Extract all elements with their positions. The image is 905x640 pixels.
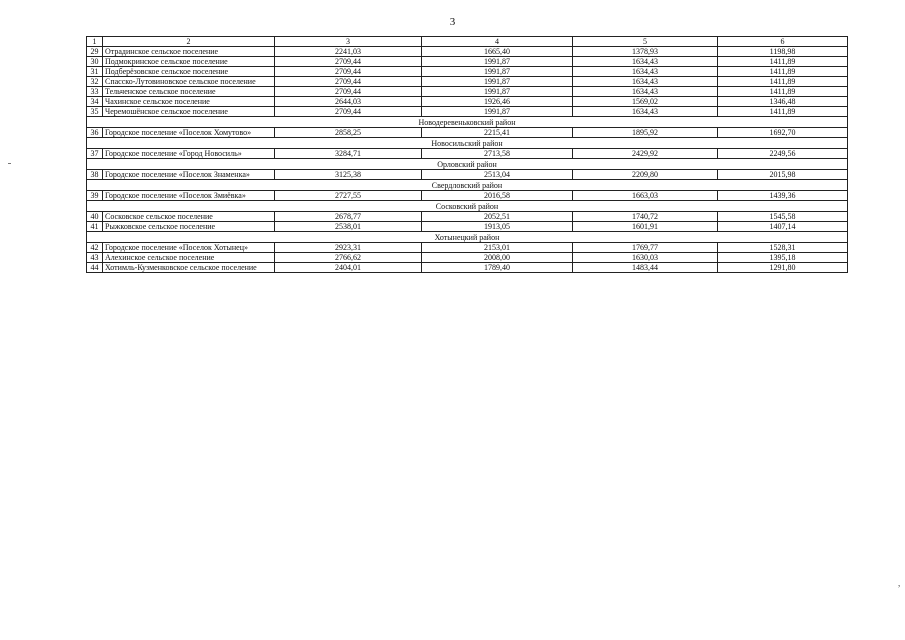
header-cell: 3: [275, 37, 422, 47]
value-col-6: 1545,58: [718, 212, 848, 222]
district-name: Хотынецкий район: [87, 232, 848, 243]
value-col-5: 1663,03: [573, 191, 718, 201]
row-number: 33: [87, 87, 103, 97]
value-col-3: 2766,62: [275, 253, 422, 263]
value-col-3: 2709,44: [275, 77, 422, 87]
value-col-4: 1991,87: [422, 67, 573, 77]
settlement-name: Отрадинское сельское поселение: [103, 47, 275, 57]
value-col-5: 1483,44: [573, 263, 718, 273]
value-col-4: 1926,46: [422, 97, 573, 107]
row-number: 31: [87, 67, 103, 77]
table-row: [87, 128, 848, 138]
value-col-5: 1634,43: [573, 77, 718, 87]
table-row: [87, 67, 848, 77]
table-row: [87, 87, 848, 97]
value-col-3: 2923,31: [275, 243, 422, 253]
value-col-6: 1439,36: [718, 191, 848, 201]
page-number: 3: [449, 16, 456, 28]
header-row: [87, 37, 848, 47]
value-col-4: 2513,04: [422, 170, 573, 180]
value-col-6: 1411,89: [718, 67, 848, 77]
value-col-6: 1395,18: [718, 253, 848, 263]
value-col-4: 2052,51: [422, 212, 573, 222]
value-col-5: 1634,43: [573, 87, 718, 97]
row-number: 29: [87, 47, 103, 57]
row-number: 40: [87, 212, 103, 222]
settlement-name: Городское поселение «Поселок Хомутово»: [103, 128, 275, 138]
table-row: [87, 212, 848, 222]
settlement-name: Подберёзовское сельское поселение: [103, 67, 275, 77]
header-cell: 5: [573, 37, 718, 47]
settlement-name: Подмокринское сельское поселение: [103, 57, 275, 67]
value-col-6: 1346,48: [718, 97, 848, 107]
table-row: [87, 77, 848, 87]
value-col-3: 2709,44: [275, 87, 422, 97]
row-number: 35: [87, 107, 103, 117]
value-col-6: 1407,14: [718, 222, 848, 232]
value-col-3: 2241,03: [275, 47, 422, 57]
header-cell: 4: [422, 37, 573, 47]
value-col-5: 1630,03: [573, 253, 718, 263]
value-col-3: 2858,25: [275, 128, 422, 138]
value-col-3: 2678,77: [275, 212, 422, 222]
district-name: Новодеревеньковский район: [87, 117, 848, 128]
settlement-name: Чахинское сельское поселение: [103, 97, 275, 107]
district-name: Новосильский район: [87, 138, 848, 149]
value-col-4: 1789,40: [422, 263, 573, 273]
value-col-5: 1601,91: [573, 222, 718, 232]
value-col-5: 1634,43: [573, 67, 718, 77]
table-row: [87, 47, 848, 57]
table-row: [87, 97, 848, 107]
district-row: [87, 232, 848, 243]
value-col-5: 1769,77: [573, 243, 718, 253]
value-col-4: 2215,41: [422, 128, 573, 138]
district-row: [87, 159, 848, 170]
value-col-3: 2709,44: [275, 67, 422, 77]
settlement-name: Городское поселение «Поселок Знаменка»: [103, 170, 275, 180]
row-number: 34: [87, 97, 103, 107]
value-col-3: 2404,01: [275, 263, 422, 273]
value-col-6: 1411,89: [718, 77, 848, 87]
value-col-3: 3284,71: [275, 149, 422, 159]
margin-dot: [8, 163, 11, 164]
settlement-name: Сосковское сельское поселение: [103, 212, 275, 222]
margin-mark: ,: [898, 578, 901, 588]
row-number: 39: [87, 191, 103, 201]
settlement-name: Тельченское сельское поселение: [103, 87, 275, 97]
header-cell: 6: [718, 37, 848, 47]
value-col-5: 2429,92: [573, 149, 718, 159]
district-row: [87, 138, 848, 149]
table-row: [87, 243, 848, 253]
value-col-5: 1895,92: [573, 128, 718, 138]
table-row: [87, 253, 848, 263]
table-row: [87, 222, 848, 232]
value-col-6: 1198,98: [718, 47, 848, 57]
settlement-name: Алехинское сельское поселение: [103, 253, 275, 263]
settlement-name: Хотимль-Кузменковское сельское поселение: [103, 263, 275, 273]
settlement-name: Черемошёнское сельское поселение: [103, 107, 275, 117]
table-row: [87, 107, 848, 117]
value-col-4: 2008,00: [422, 253, 573, 263]
value-col-4: 2016,58: [422, 191, 573, 201]
table-row: [87, 149, 848, 159]
value-col-3: 2644,03: [275, 97, 422, 107]
value-col-6: 1411,89: [718, 57, 848, 67]
header-cell: 2: [103, 37, 275, 47]
value-col-3: 2727,55: [275, 191, 422, 201]
value-col-3: 2709,44: [275, 57, 422, 67]
value-col-4: 1991,87: [422, 107, 573, 117]
value-col-4: 1991,87: [422, 87, 573, 97]
district-name: Свердловский район: [87, 180, 848, 191]
row-number: 30: [87, 57, 103, 67]
settlement-name: Городское поселение «Город Новосиль»: [103, 149, 275, 159]
value-col-6: 1291,80: [718, 263, 848, 273]
district-name: Орловский район: [87, 159, 848, 170]
settlement-name: Городское поселение «Поселок Хотынец»: [103, 243, 275, 253]
value-col-6: 2249,56: [718, 149, 848, 159]
tariff-table: [86, 36, 848, 273]
value-col-6: 1692,70: [718, 128, 848, 138]
value-col-5: 1634,43: [573, 107, 718, 117]
settlement-name: Рыжковское сельское поселение: [103, 222, 275, 232]
value-col-4: 1991,87: [422, 77, 573, 87]
row-number: 44: [87, 263, 103, 273]
table-row: [87, 57, 848, 67]
row-number: 32: [87, 77, 103, 87]
row-number: 41: [87, 222, 103, 232]
value-col-6: 2015,98: [718, 170, 848, 180]
value-col-6: 1411,89: [718, 87, 848, 97]
value-col-5: 1740,72: [573, 212, 718, 222]
table-row: [87, 170, 848, 180]
value-col-5: 2209,80: [573, 170, 718, 180]
table-row: [87, 191, 848, 201]
value-col-4: 2153,01: [422, 243, 573, 253]
value-col-4: 1665,40: [422, 47, 573, 57]
row-number: 42: [87, 243, 103, 253]
settlement-name: Спасско-Лутовиновское сельское поселение: [103, 77, 275, 87]
district-row: [87, 201, 848, 212]
district-row: [87, 180, 848, 191]
value-col-3: 2709,44: [275, 107, 422, 117]
row-number: 36: [87, 128, 103, 138]
row-number: 37: [87, 149, 103, 159]
value-col-4: 2713,58: [422, 149, 573, 159]
value-col-3: 2538,01: [275, 222, 422, 232]
value-col-4: 1913,05: [422, 222, 573, 232]
district-name: Сосковский район: [87, 201, 848, 212]
value-col-5: 1378,93: [573, 47, 718, 57]
row-number: 43: [87, 253, 103, 263]
row-number: 38: [87, 170, 103, 180]
value-col-4: 1991,87: [422, 57, 573, 67]
table-row: [87, 263, 848, 273]
value-col-6: 1411,89: [718, 107, 848, 117]
header-cell: 1: [87, 37, 103, 47]
settlement-name: Городское поселение «Поселок Змиёвка»: [103, 191, 275, 201]
value-col-3: 3125,38: [275, 170, 422, 180]
value-col-5: 1569,02: [573, 97, 718, 107]
value-col-6: 1528,31: [718, 243, 848, 253]
district-row: [87, 117, 848, 128]
value-col-5: 1634,43: [573, 57, 718, 67]
